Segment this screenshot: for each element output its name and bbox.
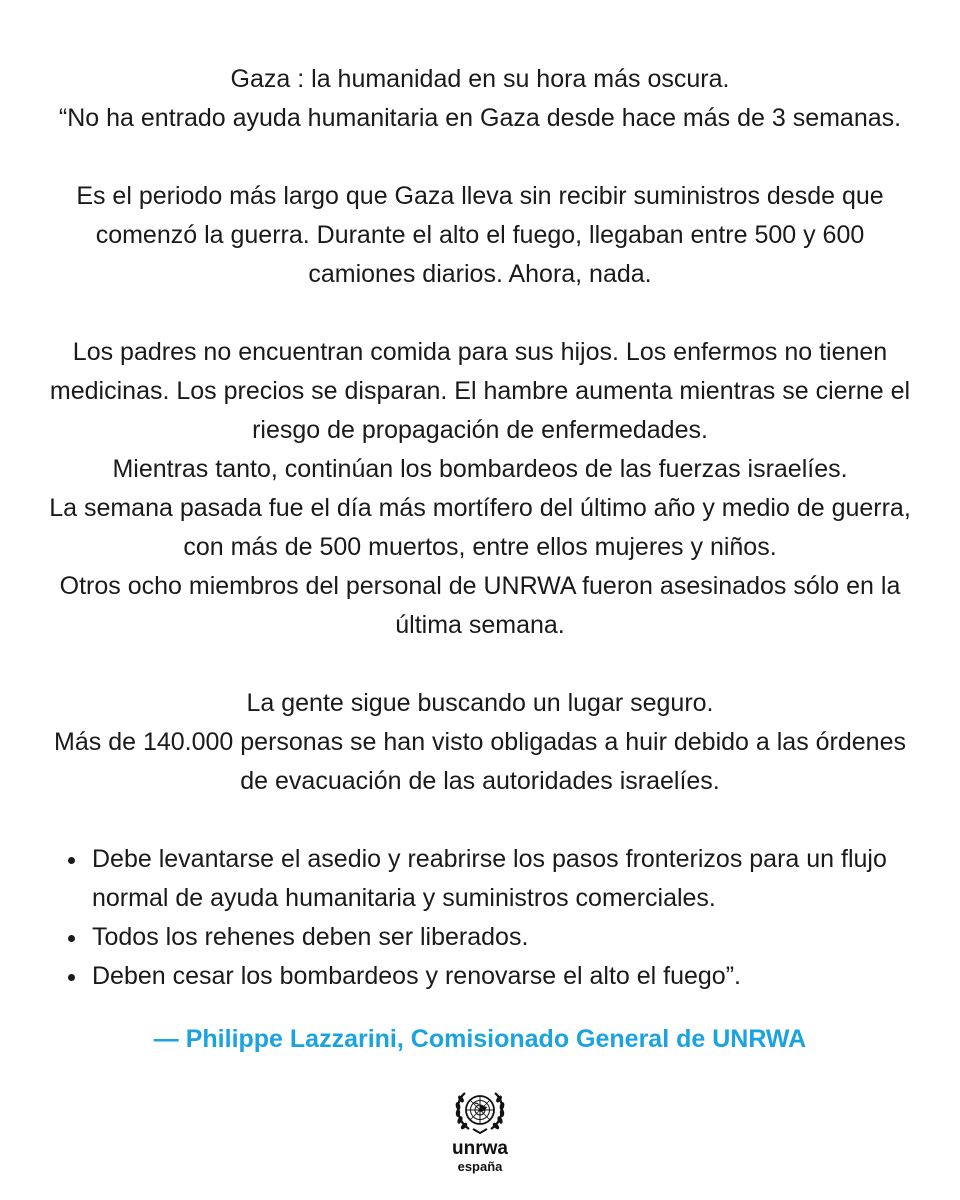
bullet-icon xyxy=(68,935,75,942)
logo-wordmark: unrwa xyxy=(452,1138,508,1159)
unrwa-logo xyxy=(440,1085,520,1174)
demands-list xyxy=(40,840,920,996)
spacer xyxy=(40,294,920,333)
paragraph-supplies: Es el periodo más largo que Gaza lleva sin recibir suministros desde que comenzó la guerra. Durante el alto el fuego, llegaban entre 500 y 600 camiones diarios. Ahora, nada. xyxy=(76,182,884,288)
statement-body xyxy=(40,60,920,996)
spacer xyxy=(40,138,920,177)
logo-subtitle: españa xyxy=(457,1159,503,1174)
paragraph-deadliest-day: La semana pasada fue el día más mortífero del último año y medio de guerra, con más de 500 muertos, entre ellos mujeres y niños. xyxy=(49,494,911,561)
un-emblem-icon xyxy=(449,1085,511,1137)
spacer xyxy=(40,801,920,840)
bullet-icon xyxy=(68,974,75,981)
spacer xyxy=(40,645,920,684)
headline: Gaza : la humanidad en su hora más oscura. xyxy=(230,65,730,93)
paragraph-bombing: Mientras tanto, continúan los bombardeos de las fuerzas israelíes. xyxy=(112,455,848,483)
paragraph-safe-place: La gente sigue buscando un lugar seguro. xyxy=(246,689,714,717)
demand-text: Debe levantarse el asedio y reabrirse los pasos fronterizos para un flujo normal de ayuda humanitaria y suministros comerciales. xyxy=(92,845,887,912)
list-item xyxy=(40,957,920,996)
bullet-icon xyxy=(68,857,75,864)
attribution: — Philippe Lazzarini, Comisionado General de UNRWA xyxy=(153,1025,807,1053)
paragraph-staff-killed: Otros ocho miembros del personal de UNRWA fueron asesinados sólo en la última semana. xyxy=(59,572,901,639)
demand-text: Deben cesar los bombardeos y renovarse el alto el fuego”. xyxy=(92,962,741,990)
list-item xyxy=(40,918,920,957)
paragraph-evacuation: Más de 140.000 personas se han visto obligadas a huir debido a las órdenes de evacuación de las autoridades israelíes. xyxy=(54,728,906,795)
demand-text: Todos los rehenes deben ser liberados. xyxy=(92,923,529,951)
list-item xyxy=(40,840,920,918)
paragraph-hunger: Los padres no encuentran comida para sus hijos. Los enfermos no tienen medicinas. Los precios se disparan. El hambre aumenta mientras se cierne el riesgo de propagación de enfermedades. xyxy=(49,338,911,444)
quote-opening: “No ha entrado ayuda humanitaria en Gaza desde hace más de 3 semanas. xyxy=(58,104,902,132)
